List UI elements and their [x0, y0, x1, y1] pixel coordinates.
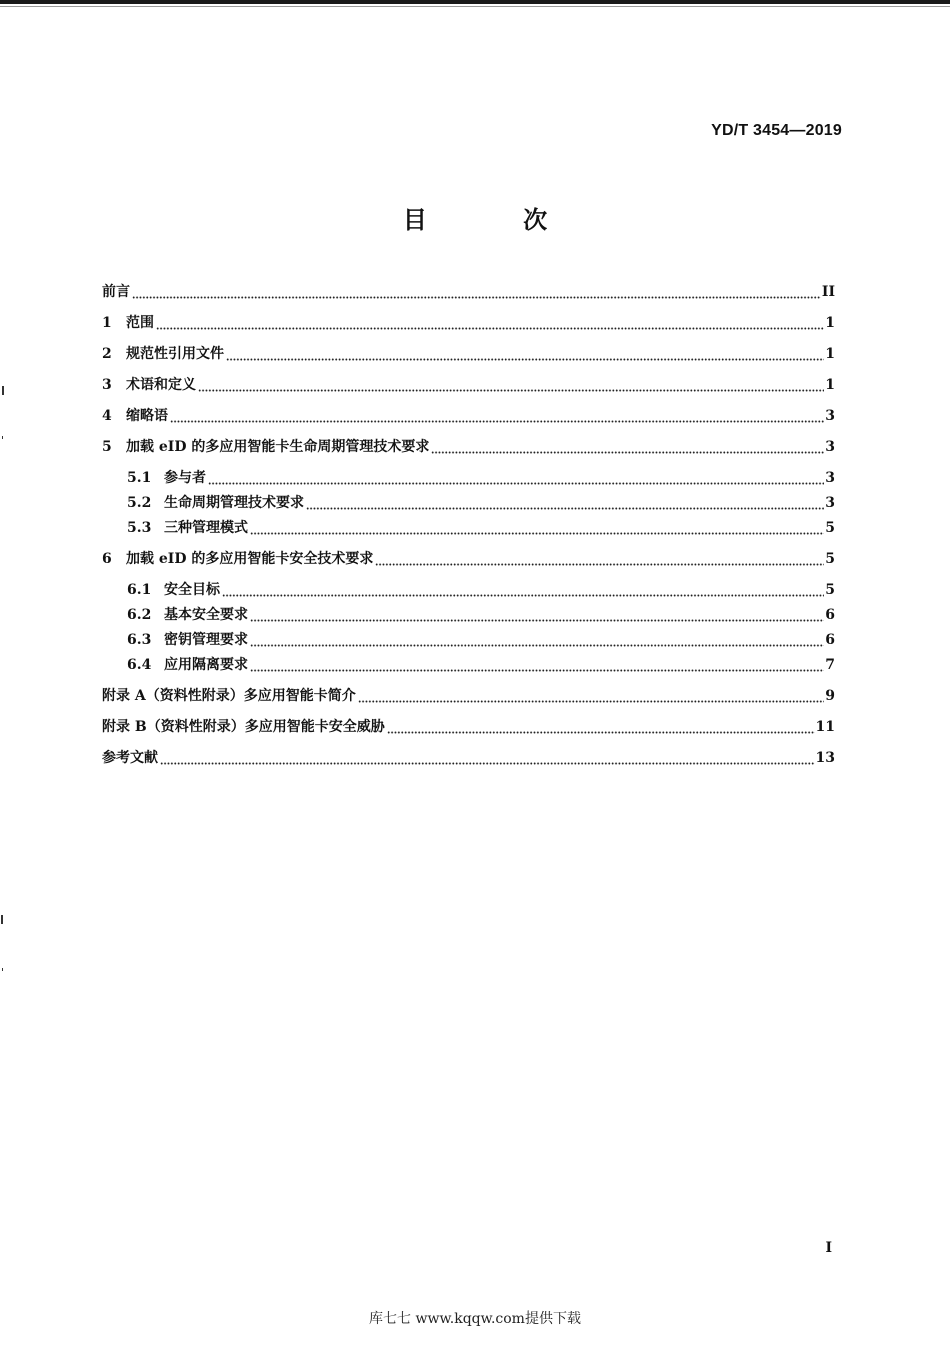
toc-entry[interactable] — [102, 717, 835, 737]
toc-dot-leader — [250, 521, 824, 535]
toc-entry-title: 规范性引用文件 — [126, 346, 224, 362]
toc-entry-page: 11 — [815, 719, 835, 735]
toc-entry-title: 附录 B（资料性附录）多应用智能卡安全威胁 — [102, 719, 385, 735]
toc-entry-title: 术语和定义 — [126, 377, 196, 393]
toc-entry-page: 1 — [825, 377, 835, 393]
toc-entry-page: 1 — [825, 315, 835, 331]
toc-entry-page: 7 — [825, 657, 835, 673]
toc-dot-leader — [208, 471, 824, 485]
toc-entry-number: 5 — [102, 439, 112, 455]
toc-entry-page: 1 — [825, 346, 835, 362]
toc-entry-page: 3 — [825, 408, 835, 424]
toc-entry-number: 6.2 — [127, 607, 152, 623]
toc-entry[interactable] — [102, 549, 835, 569]
toc-entry-number: 6.1 — [127, 582, 152, 598]
toc-entry-page: 3 — [825, 439, 835, 455]
toc-dot-leader — [156, 316, 824, 330]
toc-entry[interactable] — [127, 580, 835, 600]
toc-entry[interactable] — [102, 344, 835, 364]
toc-dot-leader — [250, 608, 824, 622]
toc-entry[interactable] — [102, 748, 835, 768]
toc-entry[interactable] — [127, 630, 835, 650]
toc-dot-leader — [250, 658, 824, 672]
top-rule-thin — [0, 6, 950, 7]
toc-entry-page: 5 — [825, 551, 835, 567]
toc-entry-number: 3 — [102, 377, 112, 393]
toc-dot-leader — [160, 751, 815, 765]
toc-entry-title: 三种管理模式 — [164, 520, 248, 536]
scan-artifact — [2, 386, 4, 395]
page-number: I — [825, 1240, 832, 1256]
toc-dot-leader — [306, 496, 824, 510]
toc-entry-title: 密钥管理要求 — [164, 632, 248, 648]
toc-dot-leader — [132, 285, 821, 299]
toc-entry[interactable] — [102, 406, 835, 426]
scan-artifact — [2, 436, 3, 439]
toc-dot-leader — [198, 378, 824, 392]
toc-entry-title: 前言 — [102, 284, 130, 300]
toc-entry-title: 参考文献 — [102, 750, 158, 766]
toc-entry-title: 加载 eID 的多应用智能卡生命周期管理技术要求 — [126, 439, 430, 455]
toc-entry-number: 5.3 — [127, 520, 152, 536]
toc-entry[interactable] — [102, 282, 835, 302]
toc-entry-number: 5.1 — [127, 470, 152, 486]
toc-dot-leader — [375, 552, 824, 566]
toc-entry-page: 3 — [825, 495, 835, 511]
toc-entry-number: 6 — [102, 551, 112, 567]
toc-entry-page: 5 — [825, 582, 835, 598]
toc-dot-leader — [387, 720, 815, 734]
toc-entry-page: 5 — [825, 520, 835, 536]
toc-entry-number: 4 — [102, 408, 112, 424]
toc-entry-title: 基本安全要求 — [164, 607, 248, 623]
toc-entry-title: 范围 — [126, 315, 154, 331]
toc-entry[interactable] — [127, 493, 835, 513]
toc-dot-leader — [222, 583, 824, 597]
toc-entry-number: 2 — [102, 346, 112, 362]
toc-dot-leader — [250, 633, 824, 647]
toc-entry-title: 参与者 — [164, 470, 206, 486]
toc-entry-title: 附录 A（资料性附录）多应用智能卡简介 — [102, 688, 356, 704]
toc-entry[interactable] — [127, 468, 835, 488]
toc-entry-page: 3 — [825, 470, 835, 486]
toc-entry-number: 1 — [102, 315, 112, 331]
toc-entry-title: 应用隔离要求 — [164, 657, 248, 673]
toc-entry-title: 生命周期管理技术要求 — [164, 495, 304, 511]
scan-artifact — [2, 968, 3, 971]
scan-artifact — [1, 915, 3, 924]
standard-code: YD/T 3454—2019 — [711, 122, 842, 139]
page-title: 目 次 — [402, 206, 592, 234]
toc-entry-number: 6.3 — [127, 632, 152, 648]
toc-entry[interactable] — [127, 605, 835, 625]
toc-entry[interactable] — [127, 655, 835, 675]
toc-dot-leader — [431, 440, 824, 454]
toc-entry[interactable] — [102, 437, 835, 457]
toc-entry[interactable] — [102, 313, 835, 333]
footer-download-note: 库七七 www.kqqw.com提供下载 — [369, 1311, 581, 1327]
toc-entry-number: 5.2 — [127, 495, 152, 511]
toc-entry-title: 加载 eID 的多应用智能卡安全技术要求 — [126, 551, 374, 567]
toc-entry-page: 6 — [825, 607, 835, 623]
toc-entry-title: 缩略语 — [126, 408, 168, 424]
toc-entry[interactable] — [102, 375, 835, 395]
toc-entry-page: 6 — [825, 632, 835, 648]
toc-dot-leader — [170, 409, 824, 423]
toc-entry-title: 安全目标 — [164, 582, 220, 598]
toc-entry-page: 13 — [815, 750, 835, 766]
top-rule — [0, 0, 950, 4]
toc-dot-leader — [358, 689, 825, 703]
toc-entry-number: 6.4 — [127, 657, 152, 673]
toc-entry-page: II — [821, 284, 835, 300]
toc-entry[interactable] — [127, 518, 835, 538]
toc-entry-page: 9 — [825, 688, 835, 704]
toc-entry[interactable] — [102, 686, 835, 706]
toc-dot-leader — [226, 347, 824, 361]
